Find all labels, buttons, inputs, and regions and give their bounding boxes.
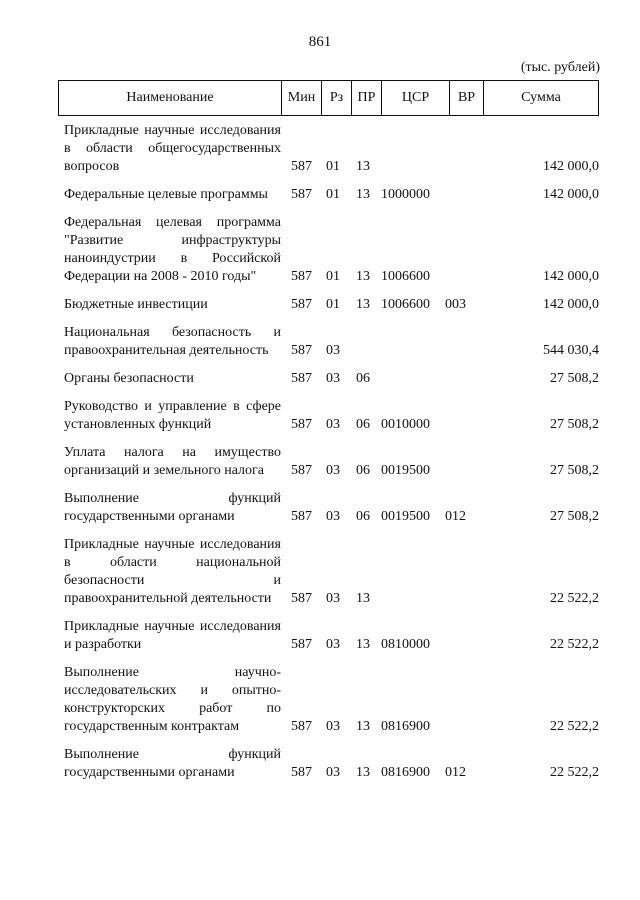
table-row <box>58 324 618 360</box>
row-min: 587 <box>291 371 312 386</box>
row-pr: 13 <box>356 159 370 174</box>
row-name: Выполнение функций государственными органами <box>64 491 281 524</box>
row-name: Выполнение научно-исследовательских и опытно-конструкторских работ по государственным контрактам <box>64 665 281 734</box>
row-name: Органы безопасности <box>64 371 194 386</box>
row-rz: 03 <box>326 637 340 652</box>
table-row <box>58 618 618 654</box>
row-pr: 13 <box>356 765 370 780</box>
row-pr: 06 <box>356 509 370 524</box>
row-rz: 01 <box>326 159 340 174</box>
row-name: Уплата налога на имущество организаций и земельного налога <box>64 445 281 478</box>
row-rz: 03 <box>326 719 340 734</box>
table-row <box>58 536 618 608</box>
row-min: 587 <box>291 159 312 174</box>
row-sum: 142 000,0 <box>543 297 599 312</box>
row-min: 587 <box>291 343 312 358</box>
row-name: Выполнение функций государственными органами <box>64 747 281 780</box>
row-csr: 0010000 <box>381 417 430 432</box>
row-pr: 13 <box>356 269 370 284</box>
table-row <box>58 370 618 388</box>
row-name: Национальная безопасность и правоохранительная деятельность <box>64 325 281 358</box>
row-sum: 27 508,2 <box>550 417 599 432</box>
row-name: Руководство и управление в сфере установленных функций <box>64 399 281 432</box>
header-min: Мин <box>281 81 321 115</box>
row-sum: 142 000,0 <box>543 159 599 174</box>
header-vr: ВР <box>449 81 483 115</box>
table-row <box>58 398 618 434</box>
row-rz: 03 <box>326 591 340 606</box>
row-sum: 22 522,2 <box>550 591 599 606</box>
units-label: (тыс. рублей) <box>520 60 600 75</box>
row-min: 587 <box>291 591 312 606</box>
table-row <box>58 122 618 176</box>
row-name: Федеральные целевые программы <box>64 187 268 202</box>
row-min: 587 <box>291 417 312 432</box>
row-vr: 003 <box>445 297 466 312</box>
row-pr: 06 <box>356 417 370 432</box>
row-csr: 0019500 <box>381 463 430 478</box>
row-name: Бюджетные инвестиции <box>64 297 208 312</box>
header-csr: ЦСР <box>381 81 449 115</box>
table-row <box>58 490 618 526</box>
table-header <box>58 80 599 116</box>
row-rz: 03 <box>326 765 340 780</box>
row-csr: 1006600 <box>381 269 430 284</box>
row-pr: 06 <box>356 371 370 386</box>
row-sum: 22 522,2 <box>550 765 599 780</box>
row-sum: 27 508,2 <box>550 371 599 386</box>
page-number: 861 <box>308 34 332 50</box>
row-vr: 012 <box>445 509 466 524</box>
row-sum: 544 030,4 <box>543 343 599 358</box>
header-pr: ПР <box>351 81 381 115</box>
row-pr: 06 <box>356 463 370 478</box>
row-sum: 27 508,2 <box>550 463 599 478</box>
table-row <box>58 746 618 782</box>
row-pr: 13 <box>356 187 370 202</box>
row-min: 587 <box>291 297 312 312</box>
row-sum: 27 508,2 <box>550 509 599 524</box>
row-name: Федеральная целевая программа "Развитие инфраструктуры наноиндустрии в Российской Федерации на 2008 - 2010 годы" <box>64 215 281 284</box>
row-csr: 1006600 <box>381 297 430 312</box>
row-csr: 0810000 <box>381 637 430 652</box>
table-row <box>58 444 618 480</box>
row-min: 587 <box>291 269 312 284</box>
row-sum: 22 522,2 <box>550 637 599 652</box>
row-pr: 13 <box>356 637 370 652</box>
table-row <box>58 296 618 314</box>
row-min: 587 <box>291 637 312 652</box>
row-name: Прикладные научные исследования в области общегосударственных вопросов <box>64 123 281 174</box>
row-csr: 0019500 <box>381 509 430 524</box>
row-csr: 1000000 <box>381 187 430 202</box>
row-sum: 22 522,2 <box>550 719 599 734</box>
row-pr: 13 <box>356 591 370 606</box>
table-body <box>58 122 618 792</box>
row-rz: 03 <box>326 463 340 478</box>
row-name: Прикладные научные исследования и разработки <box>64 619 281 652</box>
row-rz: 03 <box>326 509 340 524</box>
header-sum: Сумма <box>483 81 598 115</box>
table-row <box>58 186 618 204</box>
row-rz: 03 <box>326 371 340 386</box>
row-rz: 03 <box>326 417 340 432</box>
row-rz: 01 <box>326 297 340 312</box>
row-min: 587 <box>291 509 312 524</box>
row-vr: 012 <box>445 765 466 780</box>
header-rz: Рз <box>321 81 351 115</box>
row-pr: 13 <box>356 297 370 312</box>
table-row <box>58 214 618 286</box>
row-min: 587 <box>291 719 312 734</box>
row-rz: 01 <box>326 187 340 202</box>
row-rz: 01 <box>326 269 340 284</box>
row-min: 587 <box>291 463 312 478</box>
row-sum: 142 000,0 <box>543 269 599 284</box>
row-min: 587 <box>291 765 312 780</box>
table-row <box>58 664 618 736</box>
row-name: Прикладные научные исследования в области национальной безопасности и правоохранительной деятельности <box>64 537 281 606</box>
row-min: 587 <box>291 187 312 202</box>
header-name: Наименование <box>126 90 214 105</box>
row-csr: 0816900 <box>381 765 430 780</box>
row-rz: 03 <box>326 343 340 358</box>
row-csr: 0816900 <box>381 719 430 734</box>
row-pr: 13 <box>356 719 370 734</box>
row-sum: 142 000,0 <box>543 187 599 202</box>
